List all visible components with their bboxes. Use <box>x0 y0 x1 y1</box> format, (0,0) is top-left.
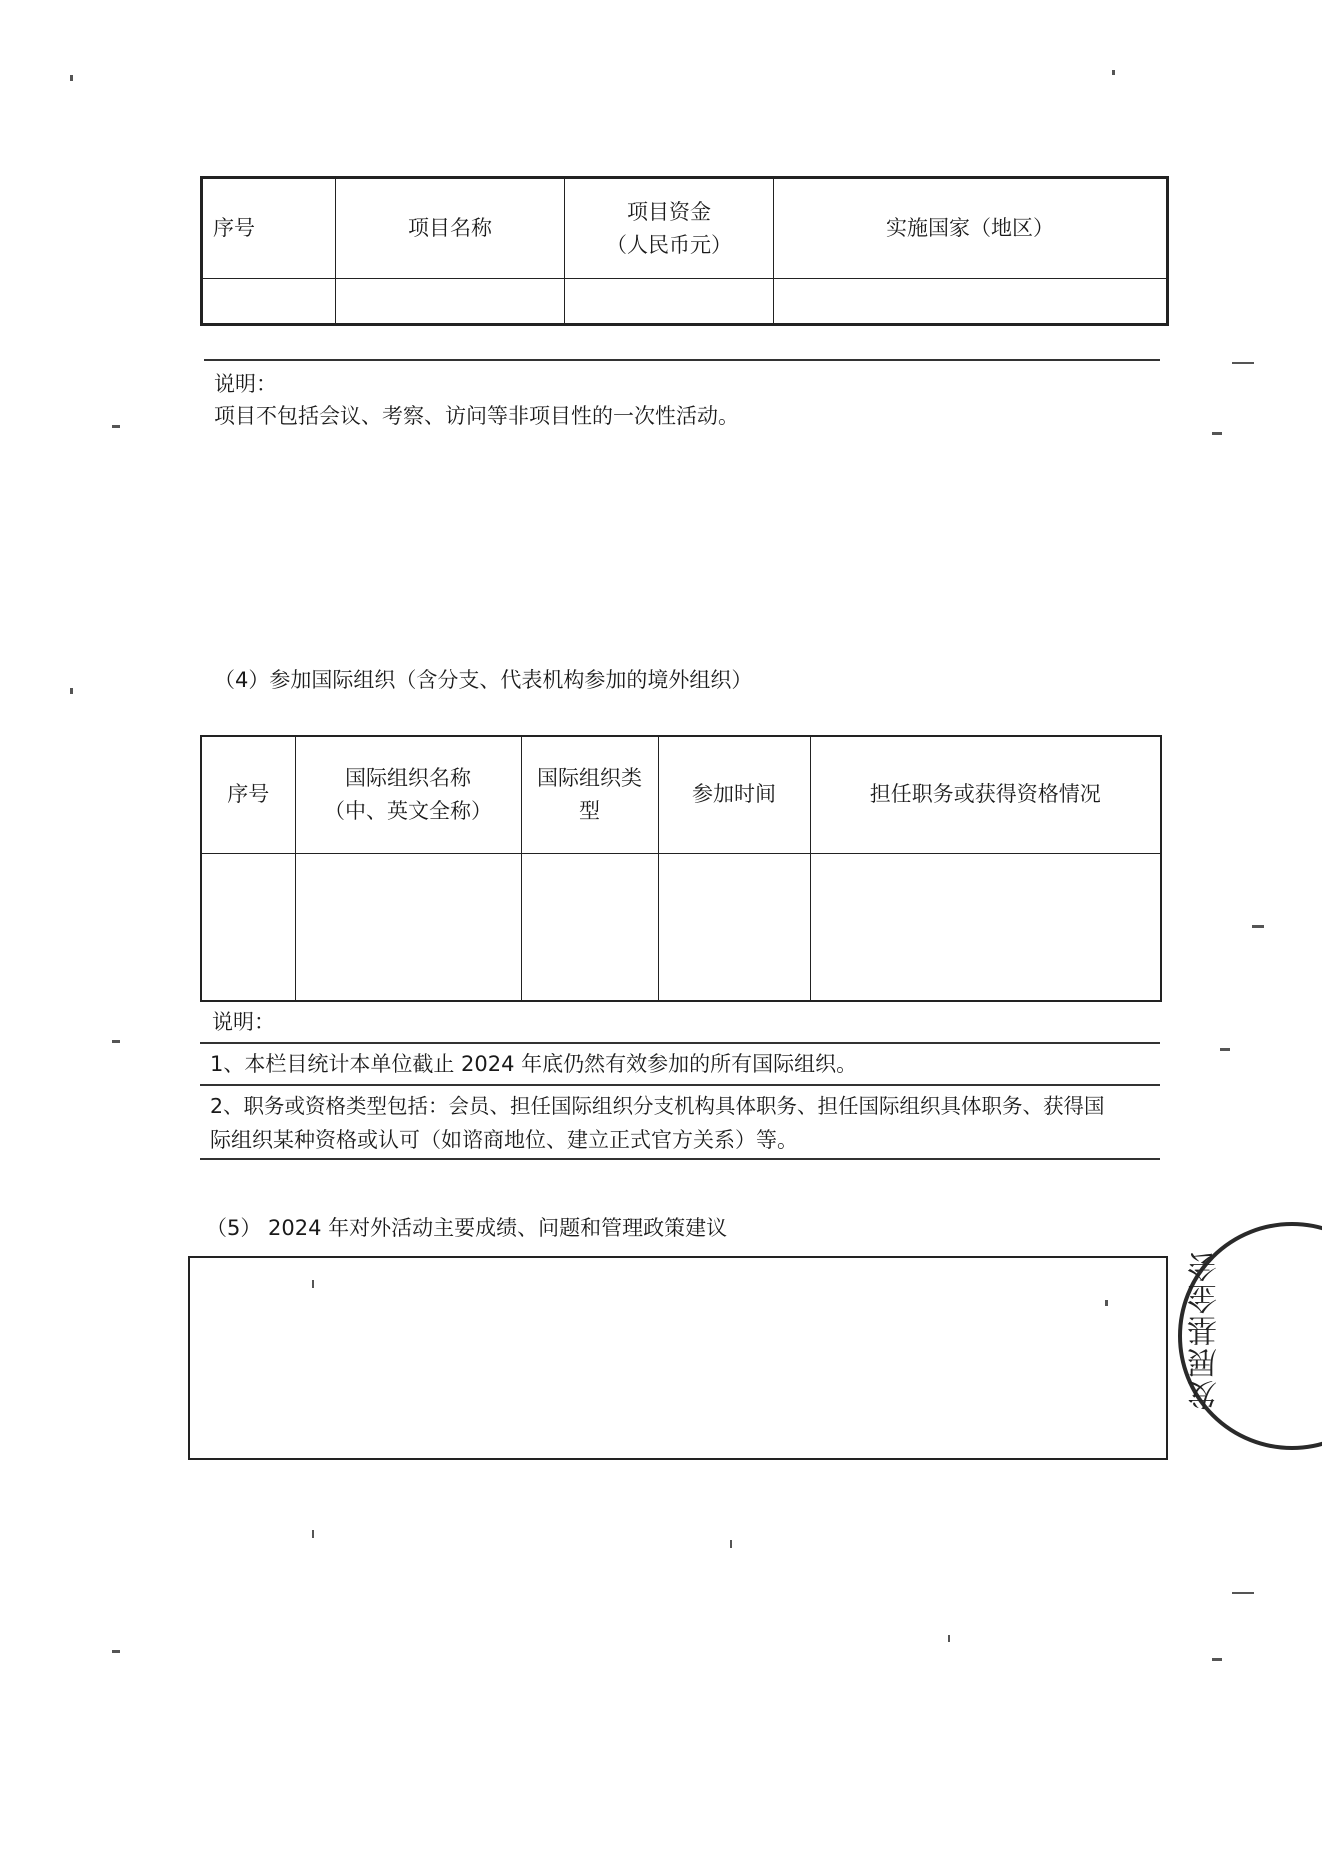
scan-speck <box>70 75 73 81</box>
scan-speck <box>312 1280 314 1288</box>
header-org-type-line1: 国际组织类 <box>537 766 642 791</box>
section4-note-2-line1: 2、职务或资格类型包括：会员、担任国际组织分支机构具体职务、担任国际组织具体职务、获得国 <box>210 1094 1105 1118</box>
note1-title: 说明： <box>214 372 277 396</box>
section4-title: （4）参加国际组织（含分支、代表机构参加的境外组织） <box>214 668 753 692</box>
header-org-type <box>521 736 658 853</box>
table-cell <box>336 279 565 325</box>
header-org-type-line2: 型 <box>579 798 600 823</box>
scan-speck <box>70 688 73 694</box>
table-cell <box>658 853 810 1001</box>
scan-speck <box>1212 1658 1222 1661</box>
table-cell <box>810 853 1161 1001</box>
header-role: 担任职务或获得资格情况 <box>810 736 1161 853</box>
scan-speck <box>1232 1592 1254 1594</box>
note4-rule-3 <box>200 1158 1160 1160</box>
note4-rule-1 <box>200 1042 1160 1044</box>
section4-note-title: 说明： <box>212 1010 275 1034</box>
header-seq: 序号 <box>202 178 336 279</box>
scan-speck <box>1112 70 1115 75</box>
table-cell <box>565 279 774 325</box>
scan-speck <box>948 1635 950 1642</box>
note4-rule-2 <box>200 1084 1160 1086</box>
table-cell <box>295 853 521 1001</box>
header-country: 实施国家（地区） <box>774 178 1168 279</box>
scan-speck <box>730 1540 732 1548</box>
scan-speck <box>1105 1300 1108 1306</box>
intl-org-table <box>200 735 1162 1002</box>
scan-speck <box>112 1040 120 1043</box>
table-cell <box>521 853 658 1001</box>
header-org-name-line2: （中、英文全称） <box>324 798 492 823</box>
section4-note-2-line2: 际组织某种资格或认可（如谘商地位、建立正式官方关系）等。 <box>210 1128 798 1152</box>
header-org-name-line1: 国际组织名称 <box>345 766 471 791</box>
header-project-name: 项目名称 <box>336 178 565 279</box>
header-project-funds <box>565 178 774 279</box>
table-cell <box>774 279 1168 325</box>
header-join-time: 参加时间 <box>658 736 810 853</box>
project-table <box>200 176 1169 326</box>
header-funds-line2: （人民币元） <box>606 232 732 257</box>
scan-speck <box>1252 925 1264 928</box>
section4-note-1: 1、本栏目统计本单位截止 2024 年底仍然有效参加的所有国际组织。 <box>210 1052 858 1076</box>
seal-stamp-text: 发展基金会 <box>1188 1250 1223 1410</box>
section5-answer-box <box>188 1256 1168 1460</box>
header-seq: 序号 <box>201 736 295 853</box>
table-cell <box>202 279 336 325</box>
scan-speck <box>112 425 120 428</box>
section5-title: （5） 2024 年对外活动主要成绩、问题和管理政策建议 <box>206 1216 728 1240</box>
scan-speck <box>1232 362 1254 364</box>
header-funds-line1: 项目资金 <box>627 199 711 224</box>
table-cell <box>201 853 295 1001</box>
scan-speck <box>112 1650 120 1653</box>
scan-speck <box>312 1530 314 1538</box>
scan-speck <box>1220 1048 1230 1051</box>
note1-rule <box>204 359 1160 361</box>
note1-text: 项目不包括会议、考察、访问等非项目性的一次性活动。 <box>214 404 739 428</box>
scan-speck <box>1212 432 1222 435</box>
header-org-name <box>295 736 521 853</box>
